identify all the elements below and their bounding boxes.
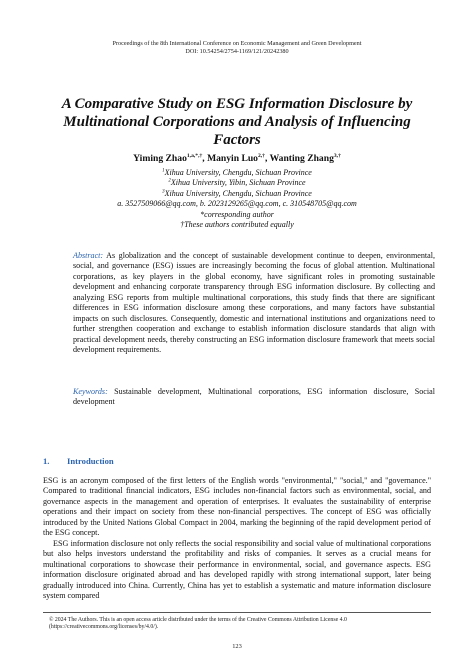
affiliation-marker: 1 [162,168,165,174]
author-emails: a. 3527509066@qq.com, b. 2023129265@qq.com, c. 310548705@qq.com [117,199,357,209]
corresponding-note: *corresponding author [200,209,274,219]
affiliation-line [0,168,474,178]
keywords [73,387,435,408]
conference-line: Proceedings of the 8th International Conference on Economic Management and Green Development [112,40,362,47]
footer-divider [43,612,431,613]
author-list [0,153,474,165]
license-link[interactable]: (https://creativecommons.org/licenses/by/4.0/). [49,624,159,631]
author-name: Wanting Zhang [269,153,334,164]
running-header [0,40,474,56]
abstract-label: Abstract: [73,251,104,260]
license-line: © 2024 The Authors. This is an open access article distributed under the terms of the Creative Commons Attribution License 4.0 [49,617,347,623]
equal-contribution-note: †These authors contributed equally [180,220,294,230]
body-text [43,476,431,601]
abstract [73,251,435,356]
affiliation-marker: 2 [168,178,171,184]
section-title: Introduction [67,456,114,466]
affiliation-line [0,178,474,188]
affiliation-text: Xihua University, Chengdu, Sichuan Province [164,188,312,198]
affiliation-line [0,189,474,199]
author-separator: , [264,153,270,164]
page-number: 123 [232,643,242,650]
section-number: 1. [43,456,50,466]
doi-line: DOI: 10.54254/2754-1169/121/20242380 [185,48,289,55]
affiliation-text: Xihua University, Yibin, Sichuan Province [170,178,306,188]
author-separator: , [202,153,208,164]
keywords-text: Sustainable development, Multinational corporations, ESG information disclosure, Social development [73,387,435,407]
license-footer [43,617,431,631]
affiliation-marker: 3 [162,189,165,195]
author-marker: 2,† [257,152,265,159]
paragraph: ESG is an acronym composed of the first letters of the English words "environmental," "social," and "governance." Compared to traditional financial indicators, ESG includes non-financial factors such as environmental, social, and governance aspects in the management and operation of enterprises. It evaluates the sustainability of enterprise operations and their impact on society from these non-financial perspectives. The concept of ESG was officially introduced by the United Nations Global Compact in 2004, marking the beginning of the rapid development period of the ESG concept. [43,476,431,538]
keywords-label: Keywords: [73,387,108,396]
author-marker: 3,† [333,152,341,159]
abstract-text: As globalization and the concept of sustainable development continue to deepen, environmental, social, and governance (ESG) issues are increasingly becoming the focus of global attention. Multinational corporations, as key players in the global economy, have significant roles in promoting sustainable development and enhancing corporate transparency through ESG information disclosure. By collecting and analyzing ESG reports from multiple multinational corporations, this study finds that there are significant differences in ESG information disclosure among these corporations, and many factors have substantial impacts on such disclosures. Consequently, domestic and international institutions and organizations need to further strengthen cooperation and exchange to establish information disclosure standards that align with practical development needs, thereby constructing an ESG information disclosure framework that meets social development requirements. [73,251,435,355]
section-heading [43,456,114,467]
author-marker: 1,a,*,† [186,152,203,159]
affiliations [0,168,474,230]
paragraph: ESG information disclosure not only reflects the social responsibility and social value of multinational corporations but also helps investors understand the profitability and risks of companies. It serves as a crucial means for multinational corporations to showcase their performance in environmental, social, and governance aspects. ESG information disclosure originated abroad and has developed rapidly with strong international support, later being gradually introduced into China. Currently, China has yet to establish a systematic and mature information disclosure system compared [43,538,431,600]
author-name: Manyin Luo [207,153,258,164]
affiliation-text: Xihua University, Chengdu, Sichuan Province [164,168,312,177]
author-name: Yiming Zhao [133,153,187,164]
paper-title: A Comparative Study on ESG Information Disclosure by Multinational Corporations and Analysis of Influencing Factors [61,96,413,148]
